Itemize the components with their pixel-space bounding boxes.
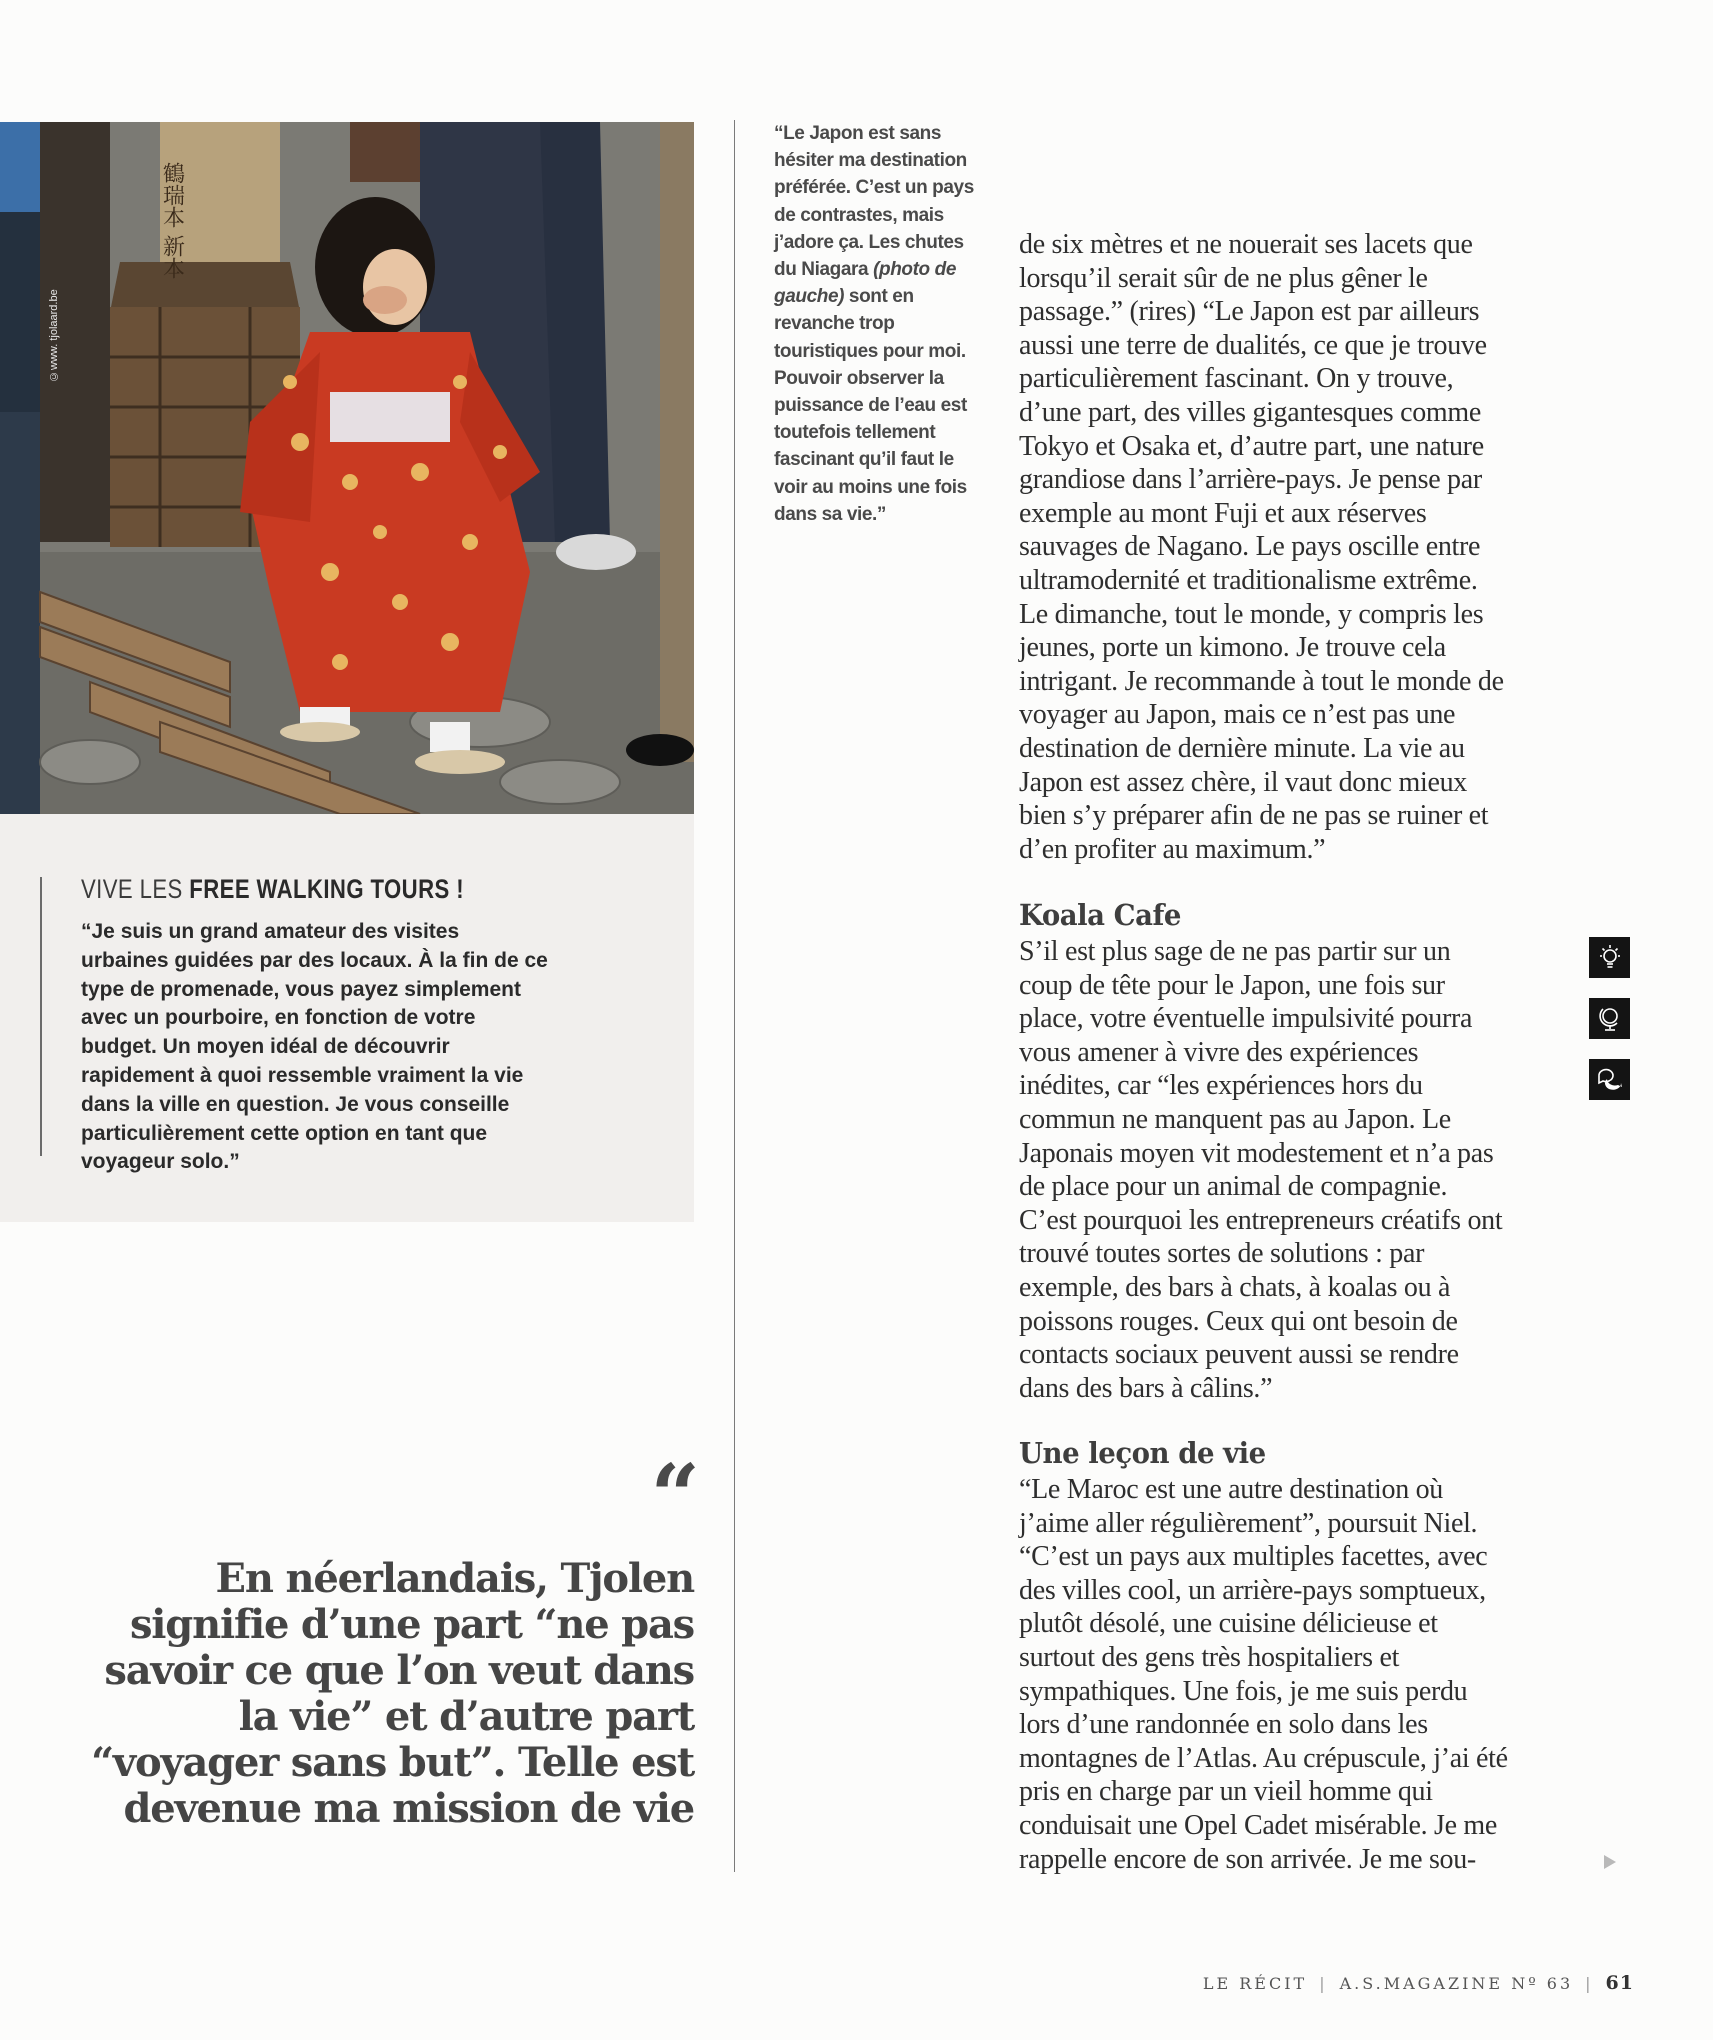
globe-icon[interactable] bbox=[1589, 998, 1630, 1039]
page-footer: LE RÉCIT | A.S.MAGAZINE Nº 63 | 61 bbox=[1202, 1972, 1634, 1994]
sidebar-title-bold: FREE WALKING TOURS ! bbox=[189, 874, 465, 904]
section-heading-lecon-de-vie: Une leçon de vie bbox=[1019, 1436, 1266, 1470]
sidebar-title-light: VIVE LES bbox=[81, 874, 190, 904]
sidebar-title bbox=[81, 874, 540, 905]
pull-quote-mark: “ bbox=[650, 1446, 700, 1547]
side-quote-photo-ref: (photo de gauche) bbox=[774, 259, 957, 308]
next-page-arrow-icon[interactable] bbox=[1604, 1855, 1616, 1869]
section-heading-koala-cafe: Koala Cafe bbox=[1019, 898, 1181, 932]
body-paragraph-1: de six mètres et ne nouerait ses lacets que lorsqu’il serait sûr de ne plus gêner le passage.” (rires) “Le Japon est par ailleurs aussi une terre de dualités, ce que je trouve particulièrement fascinant. On y trouve, d’une part, des villes gigantesques comme Tokyo et Osaka et, d’autre part, une nature grandiose dans l’arrière-pays. Je pense par exemple au mont Fuji et aux réserves sauvages de Nagano. Le pays oscille entre ultramodernité et traditionalisme extrême. Le dimanche, tout le monde, y compris les jeunes, porte un kimono. Je trouve cela intrigant. Je recommande à tout le monde de voyager au Japon, mais ce n’est pas une destination de dernière minute. La vie au Japon est assez chère, il vaut donc mieux bien s’y préparer afin de ne pas se ruiner et d’en profiter au maximum.” bbox=[1019, 229, 1504, 865]
body-paragraph-2: S’il est plus sage de ne pas partir sur un coup de tête pour le Japon, une fois sur place, votre éventuelle impulsivité pourra vous amener à vivre des expériences inédites, car “les expériences hors du commun ne manquent pas au Japon. Le Japonais moyen vit modestement et n’a pas de place pour un animal de compagnie. C’est pourquoi les entrepreneurs créatifs ont trouvé toutes sortes de solutions : par exemple, des bars à chats, à koalas ou à poissons rouges. Ceux qui ont besoin de contacts sociaux peuvent aussi se rendre dans des bars à câlins.” bbox=[1019, 936, 1503, 1404]
column-separator bbox=[734, 120, 735, 1872]
side-quote-end: sont en revanche trop touristiques pour moi. Pouvoir observer la puissance de l’eau est toutefois tellement fascinant qu’il faut le voir au moins une fois dans sa vie.” bbox=[774, 286, 967, 525]
page-number: 61 bbox=[1605, 1972, 1634, 1994]
footer-magazine: A.S.MAGAZINE Nº 63 bbox=[1339, 1974, 1574, 1993]
sidebar-rule bbox=[40, 877, 42, 1156]
lantern-sign-text: 鶴瑞本 新本 bbox=[159, 162, 185, 279]
photo-credit: ©www. tjolaard.be bbox=[48, 289, 60, 382]
speech-bubbles-icon[interactable] bbox=[1589, 1059, 1630, 1100]
body-paragraph-3: “Le Maroc est une autre destination où j’aime aller régulièrement”, poursuit Niel. “C’est un pays aux multiples facettes, avec des villes cool, un arrière-pays somptueux, plutôt désolé, une cuisine délicieuse et surtout des gens très hospitaliers et sympathiques. Une fois, je me suis perdu lors d’une randonnée en solo dans les montagnes de l’Atlas. Au crépuscule, j’ai été pris en charge par un vieil homme qui conduisait une Opel Cadet misérable. Je me rappelle encore de son arrivée. Je me sou- bbox=[1019, 1474, 1508, 1875]
sidebar-text: “Je suis un grand amateur des visites urbaines guidées par des locaux. À la fin de ce type de promenade, vous payez simplement avec un pourboire, en fonction de votre budget. Un moyen idéal de découvrir rapidement à quoi ressemble vraiment la vie dans la ville en question. Je vous conseille particulièrement cette option en tant que voyageur solo.” bbox=[81, 920, 548, 1174]
footer-section: LE RÉCIT bbox=[1202, 1974, 1308, 1993]
lightbulb-icon[interactable] bbox=[1589, 937, 1630, 978]
kimono-child-photo bbox=[0, 122, 694, 814]
side-quote bbox=[774, 120, 974, 528]
pull-quote: En néerlandais, Tjolen signifie d’une part “ne pas savoir ce que l’on veut dans la vie” et d’autre part “voyager sans but”. Telle est devenue ma mission de vie bbox=[91, 1555, 694, 1832]
side-quote-start: “Le Japon est sans hésiter ma destination préférée. C’est un pays de contrastes, mais j’adore ça. Les chutes du Niagara bbox=[774, 123, 974, 281]
